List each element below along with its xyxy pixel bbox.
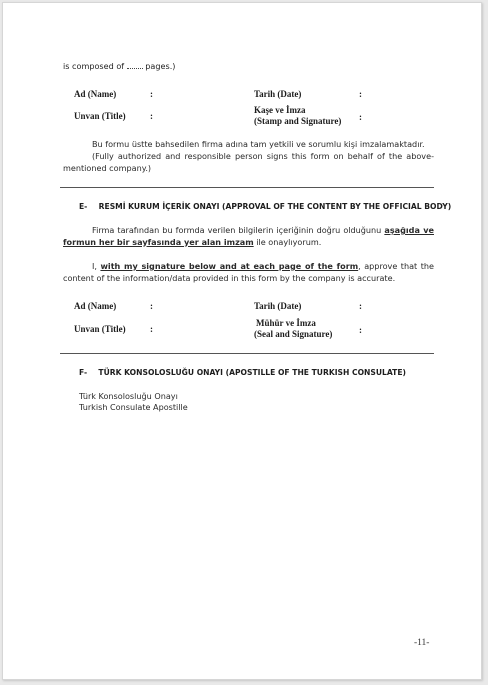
section-e-title: RESMİ KURUM İÇERİK ONAYI (APPROVAL OF THE CONTENT BY THE OFFICIAL BODY) <box>98 202 452 211</box>
label-name-1: Ad (Name) <box>74 89 117 99</box>
page-number: -11- <box>414 638 430 648</box>
colon: : <box>359 89 362 99</box>
para-en-emphasis: with my signature below and at each page of the form <box>100 261 359 271</box>
divider <box>60 187 434 188</box>
label-seal-signature <box>254 318 332 340</box>
colon: : <box>359 325 362 335</box>
section-e-paragraph-tr <box>63 225 434 248</box>
para-en-end: , approve that the content of the information/data provided in this form by the company is accurate. <box>63 261 434 283</box>
colon: : <box>359 112 362 122</box>
pages-blank <box>127 62 143 69</box>
document-page <box>2 2 482 680</box>
authorization-en: (Fully authorized and responsible person signs this form on behalf of the above-mentioned company.) <box>63 151 434 173</box>
label-name-2: Ad (Name) <box>74 301 117 311</box>
section-e-heading <box>79 202 451 211</box>
label-date-1: Tarih (Date) <box>254 89 302 99</box>
para-tr-start: Firma tarafından bu formda verilen bilgilerin içeriğinin doğru olduğunu <box>92 225 385 235</box>
para-tr-emphasis: aşağıda ve formun her bir sayfasında yer alan imzam <box>63 225 434 247</box>
section-e-letter: E- <box>79 202 88 211</box>
colon: : <box>150 111 153 121</box>
stamp-label-tr: Kaşe ve İmza <box>254 105 306 115</box>
label-title-1: Unvan (Title) <box>74 111 126 121</box>
section-f-letter: F- <box>79 368 88 377</box>
pages-line <box>63 61 175 71</box>
colon: : <box>359 301 362 311</box>
seal-label-en: (Seal and Signature) <box>254 329 333 339</box>
label-title-2: Unvan (Title) <box>74 324 126 334</box>
pages-line-suffix: pages.) <box>145 61 176 71</box>
stamp-label-en: (Stamp and Signature) <box>254 116 342 126</box>
apostille-line-en: Turkish Consulate Apostille <box>79 402 188 412</box>
authorization-tr: Bu formu üstte bahsedilen firma adına tam yetkili ve sorumlu kişi imzalamaktadır. <box>92 139 425 149</box>
pages-line-prefix: is composed of <box>63 61 125 71</box>
divider <box>60 353 434 354</box>
colon: : <box>150 89 153 99</box>
label-stamp-signature <box>254 105 341 127</box>
apostille-line-tr: Türk Konsolosluğu Onayı <box>79 391 178 401</box>
seal-label-tr: Mühür ve İmza <box>256 318 316 328</box>
para-en-start: I, <box>92 261 101 271</box>
section-e-paragraph-en <box>63 261 434 284</box>
section-f-heading <box>79 368 406 377</box>
label-date-2: Tarih (Date) <box>254 301 302 311</box>
para-tr-end: ile onaylıyorum. <box>253 236 322 247</box>
colon: : <box>150 324 153 334</box>
colon: : <box>150 301 153 311</box>
section-f-title: TÜRK KONSOLOSLUĞU ONAYI (APOSTILLE OF THE TURKISH CONSULATE) <box>98 368 406 377</box>
